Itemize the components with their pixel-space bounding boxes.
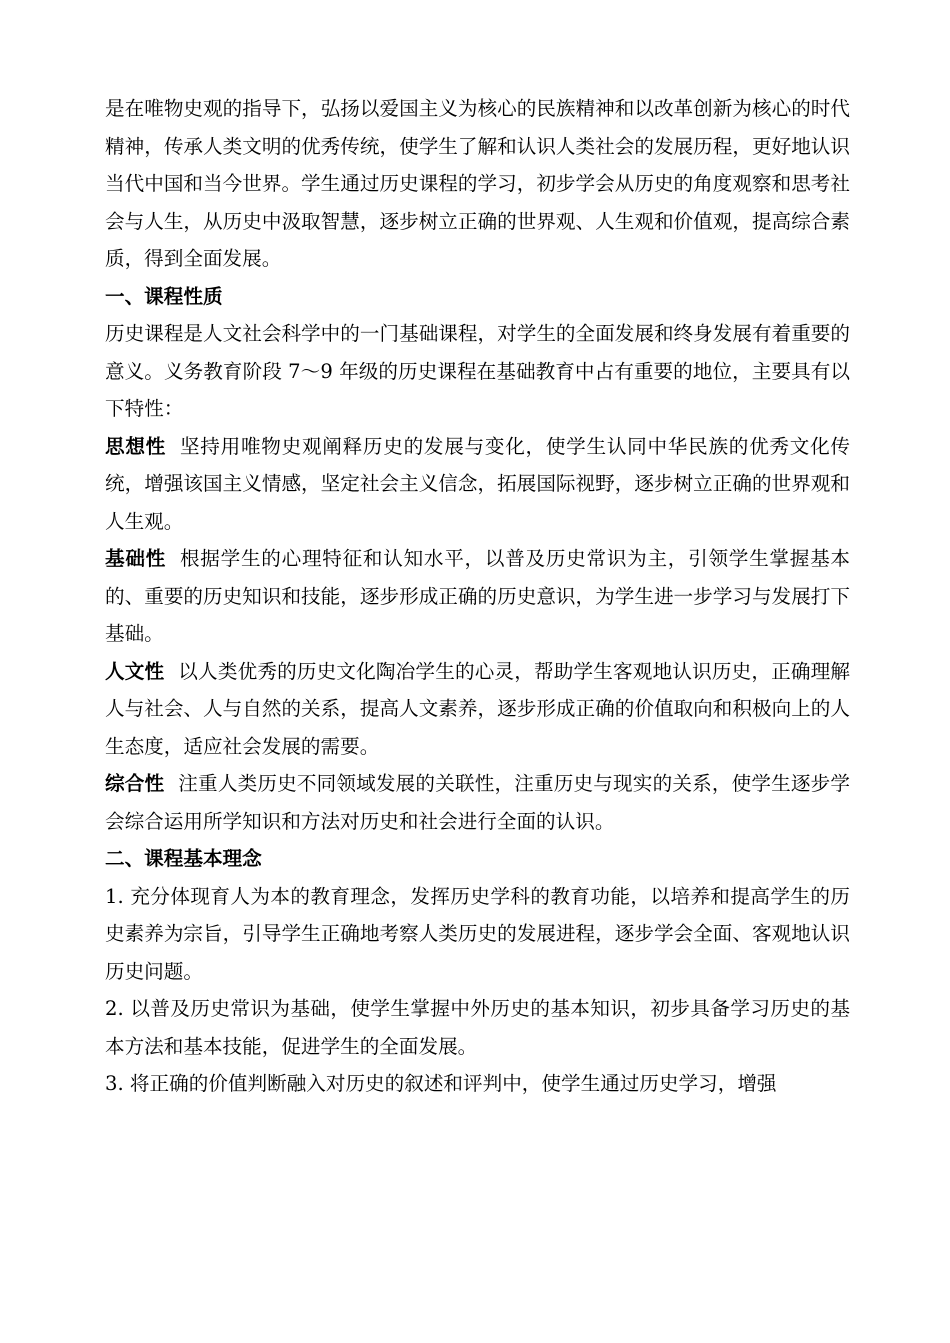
trait-term: 综合性: [105, 772, 165, 795]
trait-term: 基础性: [105, 547, 166, 570]
trait-text: 根据学生的心理特征和认知水平，以普及历史常识为主，引领学生掌握基本的、重要的历史知识和技能，逐步形成正确的历史意识，为学生进一步学习与发展打下基础。: [105, 547, 851, 645]
trait-term: 人文性: [105, 659, 165, 683]
trait-text: 以人类优秀的历史文化陶冶学生的心灵，帮助学生客观地认识历史，正确理解人与社会、人与自然的关系，提高人文素养，逐步形成正确的价值取向和积极向上的人生态度，适应社会发展的需要。: [105, 659, 851, 758]
course-nature-intro: 历史课程是人文社会科学中的一门基础课程，对学生的全面发展和终身发展有着重要的意义。义务教育阶段 7～9 年级的历史课程在基础教育中占有重要的地位，主要具有以下特性：: [105, 322, 850, 420]
document-page: [105, 90, 850, 1103]
trait-paragraph-comprehensive: [105, 765, 850, 840]
trait-term: 思想性: [105, 434, 166, 458]
intro-paragraph: 是在唯物史观的指导下，弘扬以爱国主义为核心的民族精神和以改革创新为核心的时代精神，传承人类文明的优秀传统，使学生了解和认识人类社会的发展历程，更好地认识当代中国和当今世界。学生通过历史课程的学习，初步学会从历史的角度观察和思考社会与人生，从历史中汲取智慧，逐步树立正确的世界观、人生观和价值观，提高综合素质，得到全面发展。: [105, 97, 850, 270]
trait-text: 注重人类历史不同领域发展的关联性，注重历史与现实的关系，使学生逐步学会综合运用所学知识和方法对历史和社会进行全面的认识。: [105, 772, 851, 833]
concept-item-1: 1. 充分体现育人为本的教育理念，发挥历史学科的教育功能，以培养和提高学生的历史素养为宗旨，引导学生正确地考察人类历史的发展进程，逐步学会全面、客观地认识历史问题。: [105, 884, 850, 983]
concept-item-3: 3. 将正确的价值判断融入对历史的叙述和评判中，使学生通过历史学习，增强: [105, 1072, 777, 1095]
section-heading-course-nature: 一、课程性质: [105, 284, 223, 308]
trait-paragraph-humanistic: [105, 653, 850, 766]
section-heading-basic-concepts: 二、课程基本理念: [105, 847, 262, 870]
trait-paragraph-ideological: [105, 428, 850, 541]
trait-text: 坚持用唯物史观阐释历史的发展与变化，使学生认同中华民族的优秀文化传统，增强该国主义情感，坚定社会主义信念，拓展国际视野，逐步树立正确的世界观和人生观。: [105, 434, 851, 533]
trait-paragraph-foundational: [105, 540, 850, 653]
concept-item-2: 2. 以普及历史常识为基础，使学生掌握中外历史的基本知识，初步具备学习历史的基本方法和基本技能，促进学生的全面发展。: [105, 997, 850, 1058]
